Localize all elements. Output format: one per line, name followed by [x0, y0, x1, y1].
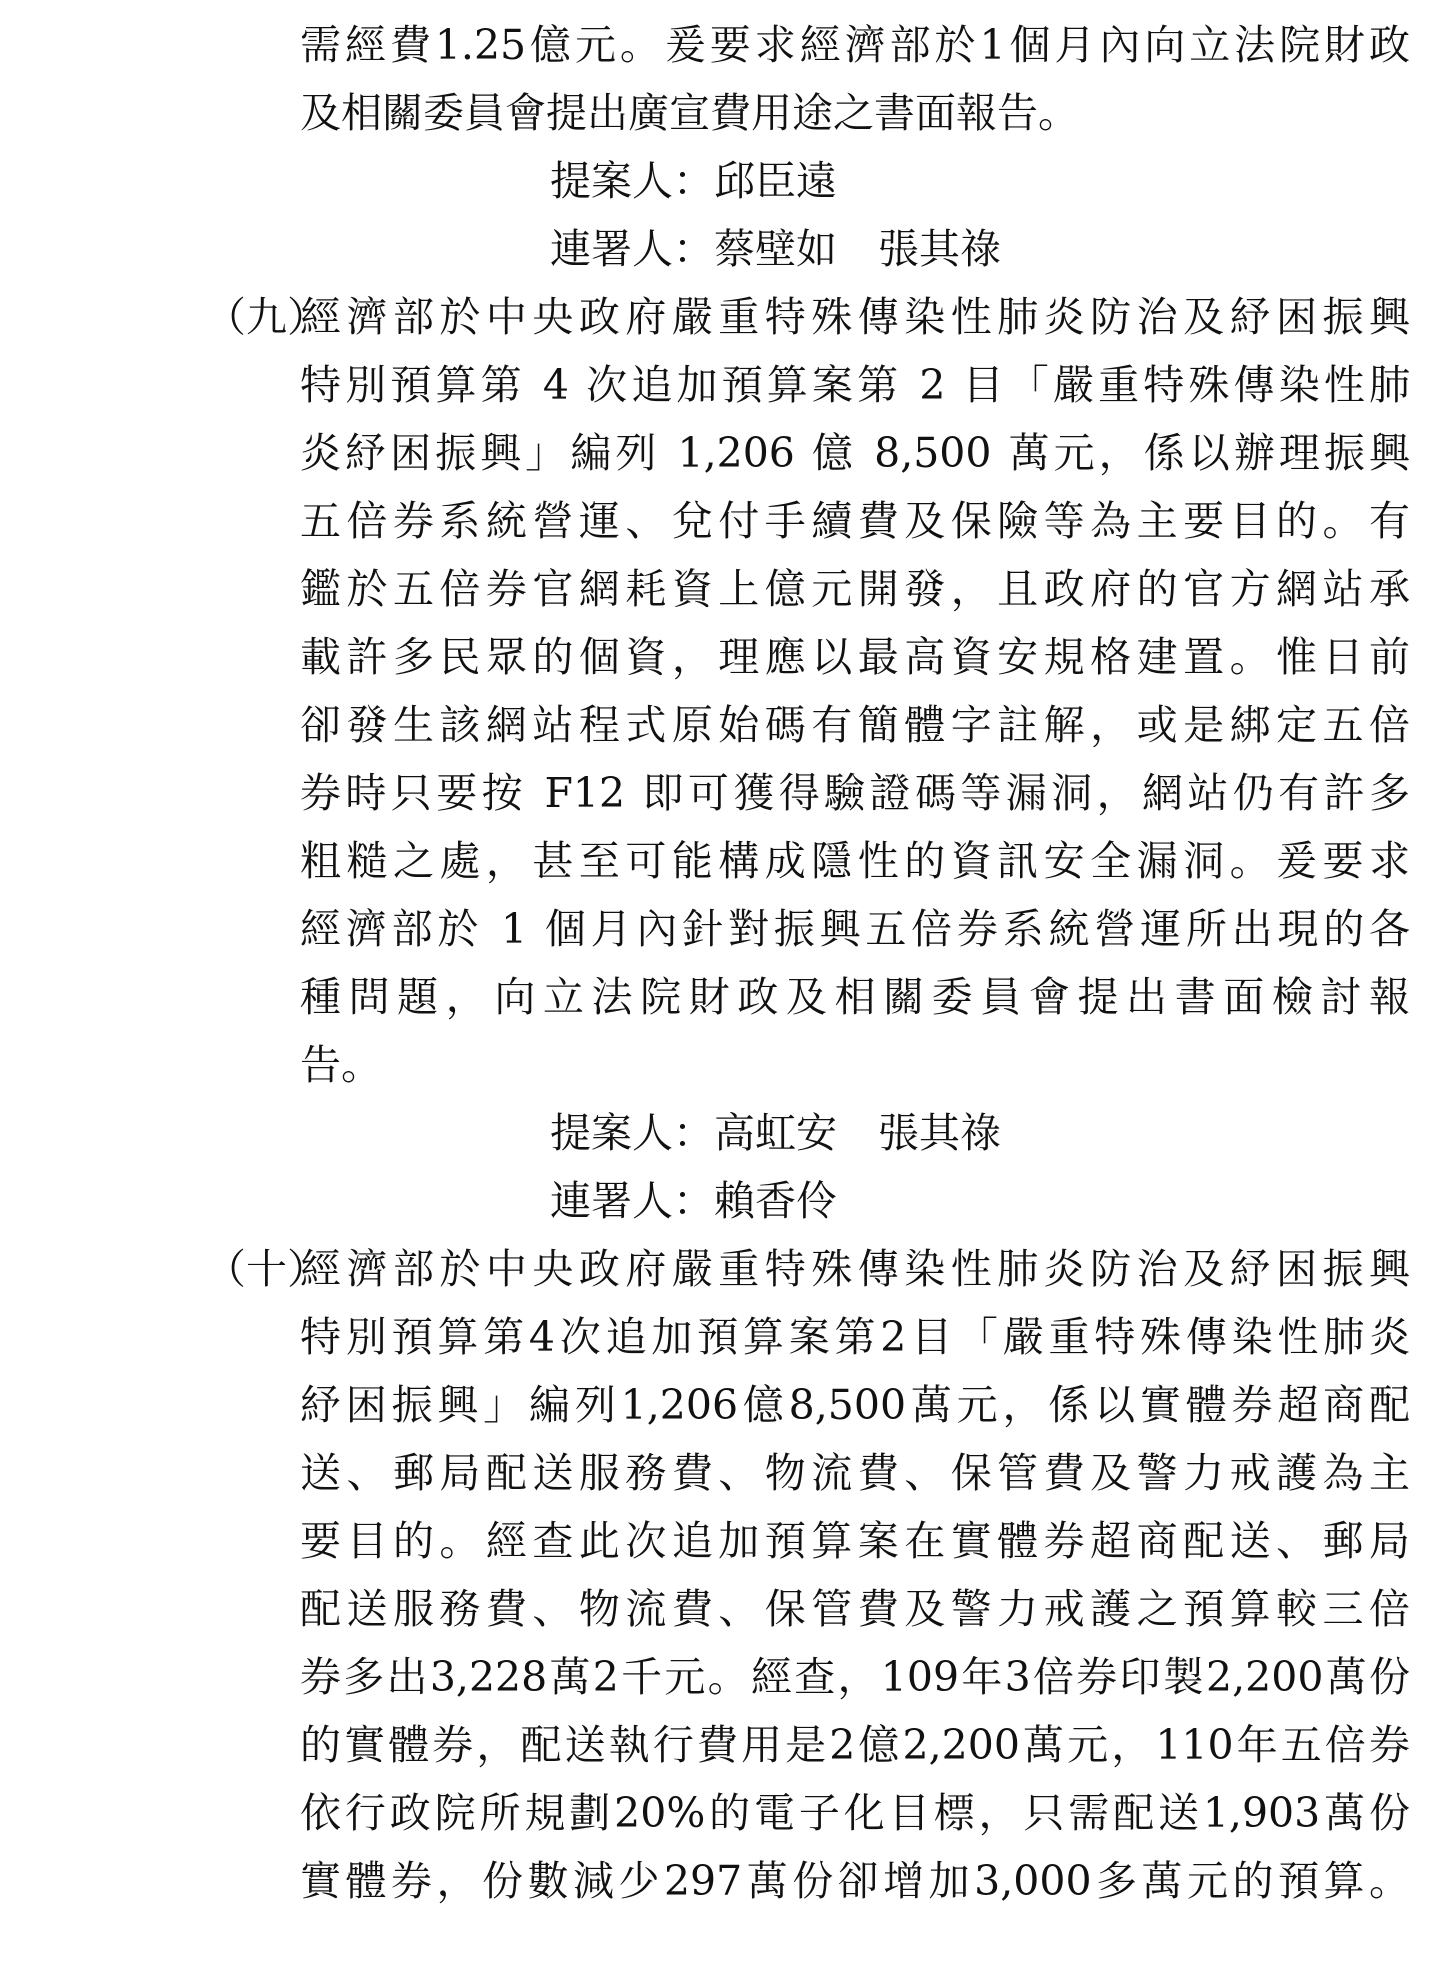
item10-line-10: 實體券，份數減少297萬份卻增加3,000多萬元的預算。: [300, 1857, 1410, 1905]
item9-line-4: 五倍券系統營運、兌付手續費及保險等為主要目的。有: [300, 497, 1410, 545]
item10-line-3: 紓困振興」編列1,206億8,500萬元，係以實體券超商配: [300, 1381, 1410, 1429]
item10-line-8: 的實體券，配送執行費用是2億2,200萬元，110年五倍券: [300, 1721, 1410, 1769]
item10-line-2: 特別預算第4次追加預算案第2目「嚴重特殊傳染性肺炎: [300, 1313, 1410, 1361]
intro-cosigner: 連署人：蔡壁如 張其祿: [550, 225, 1001, 273]
item9-marker: （九）: [205, 293, 328, 341]
item9-line-7: 卻發生該網站程式原始碼有簡體字註解，或是綁定五倍: [300, 701, 1410, 749]
item9-line-12: 告。: [300, 1041, 382, 1089]
item9-proposer: 提案人：高虹安 張其祿: [550, 1109, 1001, 1157]
intro-line-1: 需經費1.25億元。爰要求經濟部於1個月內向立法院財政: [300, 21, 1410, 69]
item9-line-8: 券時只要按 F12 即可獲得驗證碼等漏洞，網站仍有許多: [300, 769, 1410, 817]
item9-line-11: 種問題，向立法院財政及相關委員會提出書面檢討報: [300, 973, 1410, 1021]
item9-line-9: 粗糙之處，甚至可能構成隱性的資訊安全漏洞。爰要求: [300, 837, 1410, 885]
item10-line-6: 配送服務費、物流費、保管費及警力戒護之預算較三倍: [300, 1585, 1410, 1633]
item10-line-5: 要目的。經查此次追加預算案在實體券超商配送、郵局: [300, 1517, 1410, 1565]
intro-proposer: 提案人：邱臣遠: [550, 157, 837, 205]
intro-line-2: 及相關委員會提出廣宣費用途之書面報告。: [300, 89, 1079, 137]
item10-line-1: 經濟部於中央政府嚴重特殊傳染性肺炎防治及紓困振興: [300, 1245, 1410, 1293]
item10-marker: （十）: [205, 1245, 328, 1293]
item9-line-5: 鑑於五倍券官網耗資上億元開發，且政府的官方網站承: [300, 565, 1410, 613]
item9-line-3: 炎紓困振興」編列 1,206 億 8,500 萬元，係以辦理振興: [300, 429, 1410, 477]
item9-line-2: 特別預算第 4 次追加預算案第 2 目「嚴重特殊傳染性肺: [300, 361, 1410, 409]
item9-line-1: 經濟部於中央政府嚴重特殊傳染性肺炎防治及紓困振興: [300, 293, 1410, 341]
item10-line-7: 券多出3,228萬2千元。經查，109年3倍券印製2,200萬份: [300, 1653, 1410, 1701]
item9-line-10: 經濟部於 1 個月內針對振興五倍券系統營運所出現的各: [300, 905, 1410, 953]
item9-line-6: 載許多民眾的個資，理應以最高資安規格建置。惟日前: [300, 633, 1410, 681]
item10-line-9: 依行政院所規劃20%的電子化目標，只需配送1,903萬份: [300, 1789, 1410, 1837]
item9-cosigner: 連署人：賴香伶: [550, 1177, 837, 1225]
item10-line-4: 送、郵局配送服務費、物流費、保管費及警力戒護為主: [300, 1449, 1410, 1497]
